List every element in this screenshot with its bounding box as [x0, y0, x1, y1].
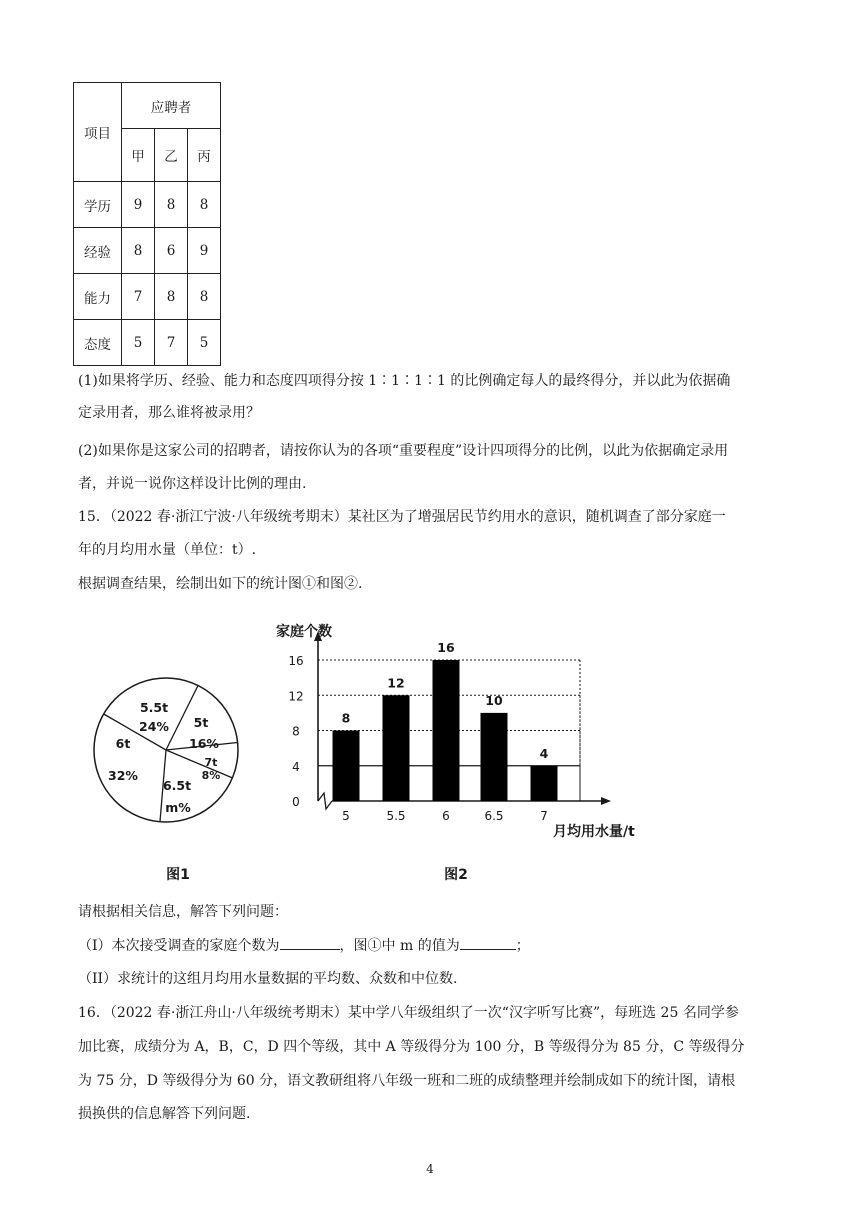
- x-tick-label: 6: [442, 809, 450, 823]
- bar: [383, 695, 410, 801]
- bar-data-label: 10: [485, 692, 503, 708]
- table-cell: 8: [155, 182, 188, 228]
- bar-data-label: 8: [341, 710, 351, 726]
- q14-part1-line1: (1)如果将学历、经验、能力和态度四项得分按 1∶1∶1∶1 的比例确定每人的最终得分，并以此为依据确: [78, 373, 731, 389]
- q15-part1: [78, 931, 790, 961]
- table-header-applicant: 应聘者: [122, 83, 221, 129]
- table-cell: 8: [188, 182, 221, 228]
- page-number: 4: [426, 1162, 434, 1176]
- q15-line3: 根据调查结果，绘制出如下的统计图①和图②.: [78, 576, 363, 592]
- table-cell: 6: [155, 228, 188, 274]
- pie-slice-value: 32%: [108, 768, 138, 783]
- applicant-yi: 乙: [155, 129, 188, 182]
- answer-blank-count[interactable]: [280, 933, 340, 950]
- table-header-item: 项目: [74, 83, 122, 182]
- answer-blank-m[interactable]: [460, 933, 516, 950]
- bar-chart: [276, 623, 635, 883]
- y-axis-title: 家庭个数: [276, 624, 332, 640]
- x-tick-label: 5.5: [386, 809, 406, 823]
- x-tick-label: 5: [342, 809, 350, 823]
- bar: [333, 731, 360, 802]
- table-cell: 7: [122, 274, 155, 320]
- pie-chart: [94, 678, 238, 883]
- q14-part1-line2: 定录用者，那么谁将被录用？: [78, 405, 260, 421]
- row-label: 能力: [74, 274, 122, 320]
- y-tick-label: 4: [292, 759, 300, 774]
- q15-line1: 15．（2022 春·浙江宁波·八年级统考期末）某社区为了增强居民节约用水的意识，随机调查了部分家庭一: [78, 509, 726, 525]
- applicant-bing: 丙: [188, 129, 221, 182]
- pie-slice-label: 5t: [193, 715, 209, 730]
- bar-data-label: 12: [387, 675, 405, 691]
- x-axis-title: 月均用水量/t: [553, 824, 635, 840]
- q15-part1-text-b: ，图①中 m 的值为: [339, 938, 460, 954]
- x-axis-arrow: [601, 797, 611, 805]
- row-label: 经验: [74, 228, 122, 274]
- bar-data-label: 16: [437, 640, 455, 655]
- pie-slice-value: m%: [165, 800, 191, 815]
- q16-line2: 加比赛，成绩分为 A，B，C，D 四个等级，其中 A 等级得分为 100 分，B 等级得分为 85 分，C 等级得分: [78, 1039, 745, 1055]
- y-tick-label: 16: [288, 654, 304, 668]
- y-tick-label: 8: [292, 724, 300, 739]
- bar-data-label: 4: [539, 745, 549, 761]
- pie-slice-value: 16%: [189, 736, 219, 751]
- pie-caption: 图1: [166, 867, 190, 883]
- table-cell: 8: [155, 274, 188, 320]
- x-tick-label: 6.5: [484, 809, 504, 823]
- row-label: 态度: [74, 320, 122, 366]
- q15-ask: 请根据相关信息，解答下列问题：: [78, 904, 288, 920]
- pie-slice-value: 24%: [139, 719, 169, 734]
- q15-part1-text-c: ；: [515, 938, 530, 954]
- x-tick-label: 7: [540, 809, 548, 823]
- bar-caption: 图2: [444, 867, 468, 883]
- bar: [481, 713, 508, 801]
- y-tick-label: 0: [292, 795, 300, 809]
- table-cell: 5: [122, 320, 155, 366]
- x-axis-break: [318, 793, 332, 809]
- q14-part2-line1: (2)如果你是这家公司的招聘者，请按你认为的各项“重要程度”设计四项得分的比例，以此为依据确定录用: [78, 443, 729, 459]
- applicant-jia: 甲: [122, 129, 155, 182]
- table-cell: 9: [122, 182, 155, 228]
- y-tick-label: 12: [288, 689, 304, 704]
- row-label: 学历: [74, 182, 122, 228]
- pie-slice-label: 6.5t: [162, 778, 192, 793]
- q15-line2: 年的月均用水量（单位：t）.: [78, 542, 257, 558]
- pie-slice-value: 8%: [201, 769, 221, 782]
- pie-slice-label: 7t: [204, 756, 218, 769]
- table-cell: 9: [188, 228, 221, 274]
- bar: [531, 766, 558, 801]
- pie-slice-label: 6t: [115, 736, 131, 751]
- q16-line3: 为 75 分，D 等级得分为 60 分，语文教研组将八年级一班和二班的成绩整理并绘制成如下的统计图，请根: [78, 1073, 736, 1089]
- q15-part2: （II）求统计的这组月均用水量数据的平均数、众数和中位数.: [78, 971, 458, 987]
- table-cell: 5: [188, 320, 221, 366]
- bar: [433, 660, 460, 801]
- q14-part2-line2: 者，并说一说你这样设计比例的理由.: [78, 476, 307, 492]
- q16-line4: 损换供的信息解答下列问题.: [78, 1106, 251, 1122]
- q15-part1-text-a: （I）本次接受调查的家庭个数为: [78, 938, 280, 954]
- pie-slice-label: 5.5t: [139, 700, 169, 715]
- q16-line1: 16．（2022 春·浙江舟山·八年级统考期末）某中学八年级组织了一次“汉字听写比赛”，每班选 25 名同学参: [78, 1005, 739, 1021]
- table-cell: 8: [122, 228, 155, 274]
- table-cell: 7: [155, 320, 188, 366]
- table-cell: 8: [188, 274, 221, 320]
